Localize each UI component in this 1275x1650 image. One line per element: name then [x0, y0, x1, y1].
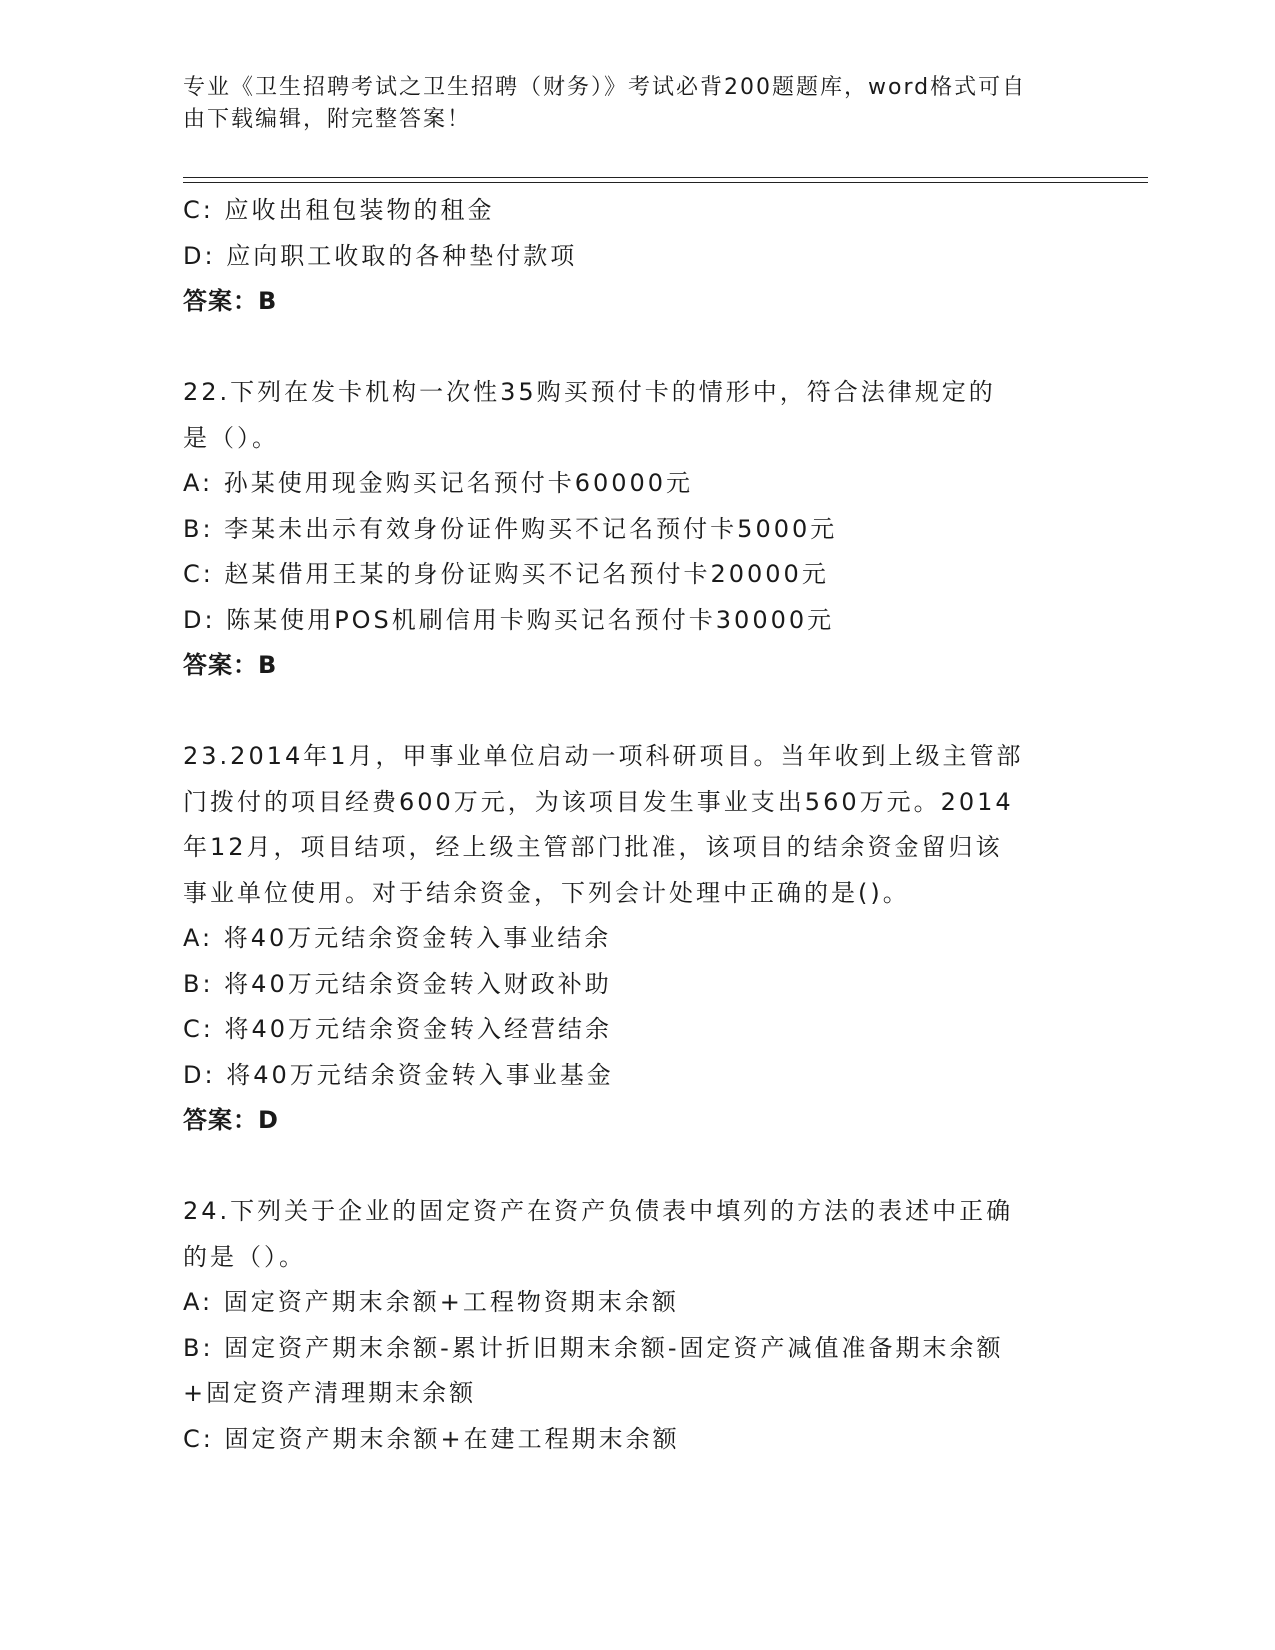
option-c: C: 将40万元结余资金转入经营结余: [183, 1015, 613, 1043]
question-23: [183, 734, 1083, 1144]
option-d: D: 将40万元结余资金转入事业基金: [183, 1060, 614, 1089]
answer: 答案：B: [183, 287, 278, 315]
question-stem: 门拨付的项目经费600万元，为该项目发生事业支出560万元。2014: [183, 787, 1014, 816]
header-line-2: 由下载编辑，附完整答案！: [183, 107, 472, 132]
question-stem: 年12月，项目结项，经上级主管部门批准，该项目的结余资金留归该: [183, 833, 1003, 861]
question-stem: 的是（）。: [183, 1242, 306, 1271]
question-stem: 24.下列关于企业的固定资产在资产负债表中填列的方法的表述中正确: [183, 1197, 1014, 1225]
question-24: [183, 1189, 1083, 1462]
spacer: [183, 689, 1083, 735]
option-d: D: 陈某使用POS机刷信用卡购买记名预付卡30000元: [183, 605, 835, 634]
option-b: B: 李某未出示有效身份证件购买不记名预付卡5000元: [183, 514, 838, 543]
option-a: A: 固定资产期末余额+工程物资期末余额: [183, 1288, 679, 1316]
document-header: [183, 72, 1083, 136]
option-a: A: 将40万元结余资金转入事业结余: [183, 924, 612, 952]
spacer: [183, 325, 1083, 371]
question-stem: 23.2014年1月，甲事业单位启动一项科研项目。当年收到上级主管部: [183, 742, 1024, 770]
option-c: C: 固定资产期末余额+在建工程期末余额: [183, 1424, 680, 1453]
option-b: B: 固定资产期末余额-累计折旧期末余额-固定资产减值准备期末余额: [183, 1333, 1004, 1362]
answer: 答案：D: [183, 1106, 279, 1134]
header-line-1: 专业《卫生招聘考试之卫生招聘（财务）》考试必背200题题库，word格式可自: [183, 75, 1027, 100]
question-21: [183, 188, 1083, 325]
option-c: C: 赵某借用王某的身份证购买不记名预付卡20000元: [183, 560, 829, 588]
question-22: [183, 370, 1083, 689]
question-stem: 事业单位使用。对于结余资金，下列会计处理中正确的是()。: [183, 878, 910, 907]
spacer: [183, 1144, 1083, 1190]
option-a: A: 孙某使用现金购买记名预付卡60000元: [183, 469, 694, 497]
header-divider-bottom: [183, 182, 1148, 183]
option-b-continued: +固定资产清理期末余额: [183, 1379, 477, 1407]
header-divider-top: [183, 177, 1148, 178]
answer: 答案：B: [183, 651, 278, 679]
option-b: B: 将40万元结余资金转入财政补助: [183, 969, 612, 998]
question-stem: 22.下列在发卡机构一次性35购买预付卡的情形中，符合法律规定的: [183, 378, 996, 406]
option-d: D: 应向职工收取的各种垫付款项: [183, 241, 578, 270]
question-stem: 是（）。: [183, 423, 279, 452]
option-c: C: 应收出租包装物的租金: [183, 196, 495, 224]
document-body: [183, 188, 1083, 1462]
